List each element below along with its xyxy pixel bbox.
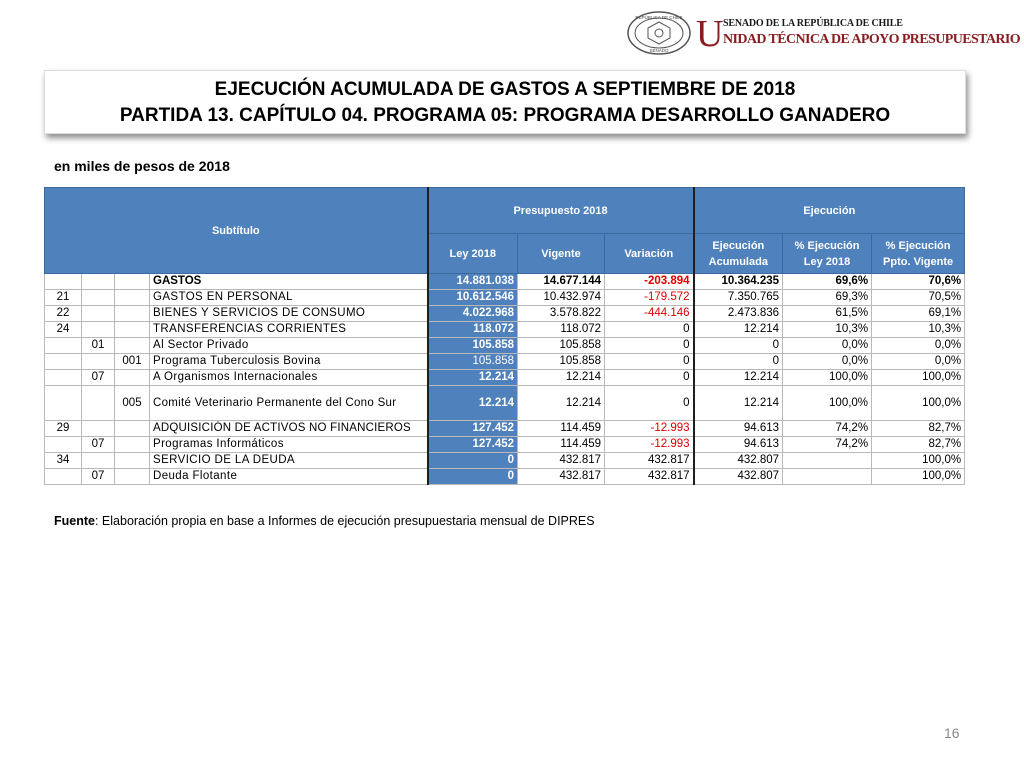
cell-asignacion — [115, 274, 150, 290]
header-vigente: Vigente — [518, 234, 605, 274]
header-ejecucion: Ejecución — [694, 188, 965, 234]
cell-label: A Organismos Internacionales — [150, 370, 428, 386]
cell-pct-ley: 74,2% — [783, 421, 872, 437]
header-pct-vig-line1: % Ejecución — [885, 239, 951, 252]
cell-ejecucion: 0 — [694, 354, 783, 370]
cell-label: Deuda Flotante — [150, 469, 428, 485]
cell-label: Al Sector Privado — [150, 338, 428, 354]
cell-ejecucion: 432.807 — [694, 453, 783, 469]
cell-ley: 0 — [428, 453, 518, 469]
budget-table — [44, 187, 965, 485]
header-variacion: Variación — [605, 234, 694, 274]
title-box — [44, 70, 966, 134]
cell-variacion: 0 — [605, 338, 694, 354]
table-row — [45, 322, 965, 338]
cell-label: GASTOS EN PERSONAL — [150, 290, 428, 306]
cell-ley: 127.452 — [428, 421, 518, 437]
cell-item: 07 — [82, 437, 115, 453]
cell-item — [82, 386, 115, 421]
cell-asignacion: 001 — [115, 354, 150, 370]
table-row — [45, 421, 965, 437]
cell-subtitulo: 34 — [45, 453, 82, 469]
header-pct-ley-line2: Ley 2018 — [803, 255, 851, 268]
table-row — [45, 386, 965, 421]
cell-pct-vigente: 0,0% — [872, 338, 965, 354]
cell-item: 07 — [82, 370, 115, 386]
cell-subtitulo — [45, 338, 82, 354]
cell-item — [82, 290, 115, 306]
cell-subtitulo — [45, 386, 82, 421]
cell-ley: 127.452 — [428, 437, 518, 453]
cell-subtitulo — [45, 274, 82, 290]
header-pct-ley — [783, 234, 872, 274]
brand-top-line: SENADO DE LA REPÚBLICA DE CHILE — [723, 18, 903, 29]
cell-subtitulo — [45, 370, 82, 386]
cell-asignacion — [115, 290, 150, 306]
cell-label: TRANSFERENCIAS CORRIENTES — [150, 322, 428, 338]
cell-item — [82, 274, 115, 290]
cell-subtitulo: 22 — [45, 306, 82, 322]
cell-pct-vigente: 70,5% — [872, 290, 965, 306]
cell-subtitulo: 29 — [45, 421, 82, 437]
cell-variacion: -444.146 — [605, 306, 694, 322]
cell-ley: 0 — [428, 469, 518, 485]
cell-subtitulo — [45, 354, 82, 370]
cell-vigente: 105.858 — [518, 354, 605, 370]
cell-subtitulo: 21 — [45, 290, 82, 306]
cell-variacion: -203.894 — [605, 274, 694, 290]
header-pct-vigente — [872, 234, 965, 274]
cell-label: SERVICIO DE LA DEUDA — [150, 453, 428, 469]
cell-pct-ley — [783, 469, 872, 485]
title-line-1: EJECUCIÓN ACUMULADA DE GASTOS A SEPTIEMBRE DE 2018 — [214, 79, 796, 100]
cell-variacion: 0 — [605, 370, 694, 386]
cell-variacion: 0 — [605, 354, 694, 370]
table-row — [45, 453, 965, 469]
cell-vigente: 118.072 — [518, 322, 605, 338]
cell-variacion: 432.817 — [605, 469, 694, 485]
cell-item — [82, 322, 115, 338]
cell-vigente: 105.858 — [518, 338, 605, 354]
cell-vigente: 14.677.144 — [518, 274, 605, 290]
cell-ley: 105.858 — [428, 354, 518, 370]
source-text: : Elaboración propia en base a Informes de ejecución presupuestaria mensual de DIPRES — [94, 514, 595, 528]
cell-variacion: 0 — [605, 322, 694, 338]
table-row — [45, 274, 965, 290]
cell-asignacion — [115, 421, 150, 437]
cell-ejecucion: 2.473.836 — [694, 306, 783, 322]
cell-pct-ley: 100,0% — [783, 370, 872, 386]
cell-ejecucion: 12.214 — [694, 370, 783, 386]
cell-variacion: -179.572 — [605, 290, 694, 306]
cell-vigente: 12.214 — [518, 386, 605, 421]
cell-pct-ley: 10,3% — [783, 322, 872, 338]
cell-asignacion — [115, 469, 150, 485]
table-row — [45, 354, 965, 370]
cell-ejecucion: 0 — [694, 338, 783, 354]
cell-pct-vigente: 100,0% — [872, 469, 965, 485]
cell-item — [82, 453, 115, 469]
cell-variacion: -12.993 — [605, 421, 694, 437]
cell-vigente: 432.817 — [518, 453, 605, 469]
cell-ejecucion: 94.613 — [694, 437, 783, 453]
table-row — [45, 370, 965, 386]
units-label: en miles de pesos de 2018 — [54, 158, 230, 174]
cell-ejecucion: 10.364.235 — [694, 274, 783, 290]
cell-variacion: 0 — [605, 386, 694, 421]
cell-pct-vigente: 100,0% — [872, 386, 965, 421]
cell-ley: 118.072 — [428, 322, 518, 338]
cell-pct-vigente: 100,0% — [872, 453, 965, 469]
cell-pct-vigente: 10,3% — [872, 322, 965, 338]
cell-asignacion — [115, 338, 150, 354]
cell-pct-vigente: 82,7% — [872, 421, 965, 437]
cell-item — [82, 421, 115, 437]
header-pct-ley-line1: % Ejecución — [794, 239, 860, 252]
table-row — [45, 338, 965, 354]
cell-asignacion: 005 — [115, 386, 150, 421]
header-ejec-acum-line2: Acumulada — [708, 255, 768, 268]
cell-item: 01 — [82, 338, 115, 354]
cell-label: GASTOS — [150, 274, 428, 290]
cell-ejecucion: 7.350.765 — [694, 290, 783, 306]
header-ejecucion-acumulada — [694, 234, 783, 274]
cell-pct-ley: 0,0% — [783, 354, 872, 370]
cell-label: BIENES Y SERVICIOS DE CONSUMO — [150, 306, 428, 322]
cell-subtitulo: 24 — [45, 322, 82, 338]
cell-asignacion — [115, 322, 150, 338]
cell-vigente: 3.578.822 — [518, 306, 605, 322]
table-row — [45, 437, 965, 453]
cell-item: 07 — [82, 469, 115, 485]
cell-ley: 10.612.546 — [428, 290, 518, 306]
cell-ejecucion: 12.214 — [694, 386, 783, 421]
cell-ejecucion: 94.613 — [694, 421, 783, 437]
cell-ejecucion: 432.807 — [694, 469, 783, 485]
cell-asignacion — [115, 370, 150, 386]
brand-initial: U — [696, 13, 724, 55]
senate-seal — [626, 10, 692, 56]
table-row — [45, 290, 965, 306]
cell-label: Programa Tuberculosis Bovina — [150, 354, 428, 370]
cell-pct-vigente: 69,1% — [872, 306, 965, 322]
source-note — [54, 514, 595, 528]
logo — [626, 10, 1020, 58]
cell-ley: 105.858 — [428, 338, 518, 354]
header-ejec-acum-line1: Ejecución — [712, 239, 765, 252]
cell-vigente: 10.432.974 — [518, 290, 605, 306]
cell-label: Programas Informáticos — [150, 437, 428, 453]
cell-ley: 12.214 — [428, 370, 518, 386]
cell-pct-ley — [783, 453, 872, 469]
cell-ley: 4.022.968 — [428, 306, 518, 322]
cell-asignacion — [115, 306, 150, 322]
header-subtitulo: Subtítulo — [45, 188, 428, 274]
cell-pct-ley: 0,0% — [783, 338, 872, 354]
page-number: 16 — [944, 725, 960, 741]
cell-pct-vigente: 70,6% — [872, 274, 965, 290]
cell-label: Comité Veterinario Permanente del Cono Sur — [150, 386, 428, 421]
cell-asignacion — [115, 437, 150, 453]
cell-pct-ley: 74,2% — [783, 437, 872, 453]
cell-variacion: 432.817 — [605, 453, 694, 469]
cell-vigente: 432.817 — [518, 469, 605, 485]
cell-pct-vigente: 100,0% — [872, 370, 965, 386]
cell-asignacion — [115, 453, 150, 469]
cell-pct-ley: 69,6% — [783, 274, 872, 290]
cell-pct-ley: 61,5% — [783, 306, 872, 322]
header-pct-vig-line2: Ppto. Vigente — [883, 255, 954, 268]
cell-vigente: 12.214 — [518, 370, 605, 386]
cell-pct-ley: 69,3% — [783, 290, 872, 306]
seal-text-top: REPÚBLICA DE CHILE — [635, 15, 683, 20]
brand-bottom-line: NIDAD TÉCNICA DE APOYO PRESUPUESTARIO — [723, 32, 1020, 47]
cell-variacion: -12.993 — [605, 437, 694, 453]
cell-subtitulo — [45, 437, 82, 453]
cell-item — [82, 354, 115, 370]
cell-ley: 12.214 — [428, 386, 518, 421]
cell-item — [82, 306, 115, 322]
seal-text-bottom: SENADO — [649, 48, 669, 53]
table-row — [45, 469, 965, 485]
header-ley: Ley 2018 — [428, 234, 518, 274]
cell-vigente: 114.459 — [518, 421, 605, 437]
cell-vigente: 114.459 — [518, 437, 605, 453]
cell-label: ADQUISICIÓN DE ACTIVOS NO FINANCIEROS — [150, 421, 428, 437]
cell-ley: 14.881.038 — [428, 274, 518, 290]
cell-ejecucion: 12.214 — [694, 322, 783, 338]
header-presupuesto: Presupuesto 2018 — [428, 188, 694, 234]
cell-subtitulo — [45, 469, 82, 485]
table-row — [45, 306, 965, 322]
source-label: Fuente — [54, 514, 95, 528]
cell-pct-vigente: 82,7% — [872, 437, 965, 453]
cell-pct-ley: 100,0% — [783, 386, 872, 421]
cell-pct-vigente: 0,0% — [872, 354, 965, 370]
title-line-2: PARTIDA 13. CAPÍTULO 04. PROGRAMA 05: PROGRAMA DESARROLLO GANADERO — [119, 105, 891, 126]
